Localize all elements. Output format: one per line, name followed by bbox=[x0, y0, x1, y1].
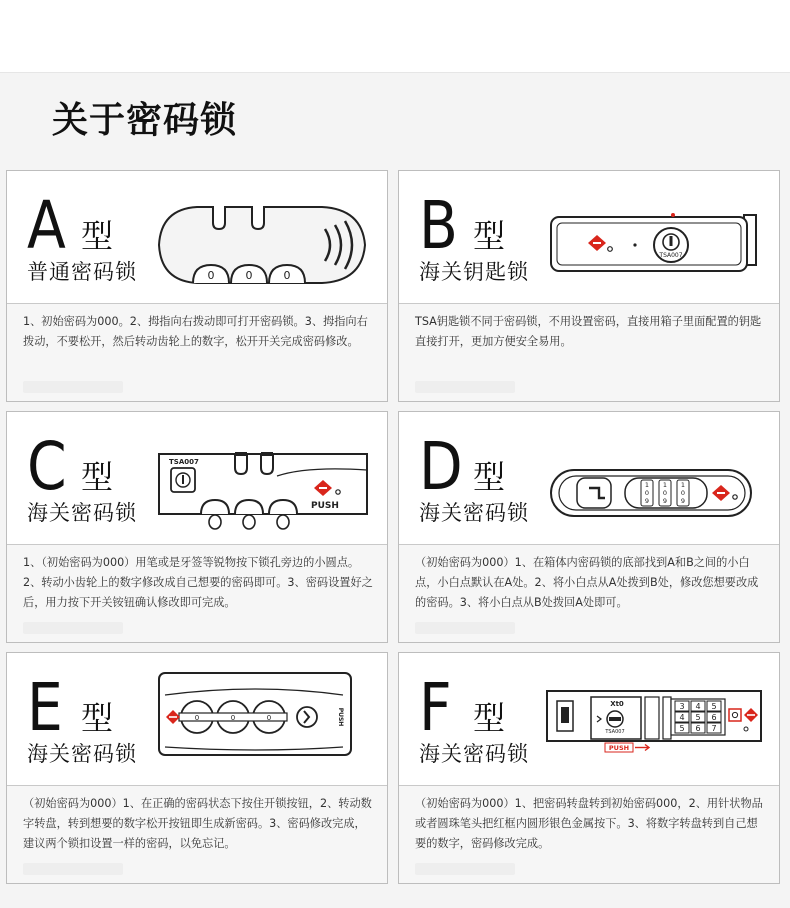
lock-description: （初始密码为000）1、把密码转盘转到初始密码000，2、用针状物品或者圆珠笔头把红框内圆形银色金属按下。3、将数字转盘转到自己想要的数字，密码修改完成。 bbox=[415, 797, 763, 850]
wheel-digit: 7 bbox=[711, 724, 717, 733]
lock-type-name: 海关密码锁 bbox=[27, 742, 137, 766]
faded-bar bbox=[415, 863, 515, 875]
type-letter: B bbox=[419, 187, 458, 264]
lock-card-f bbox=[398, 652, 780, 884]
lock-description: 1、初始密码为000。2、拇指向右拨动即可打开密码锁。3、拇指向右拨动，不要松开，然后转动齿轮上的数字，松开开关完成密码修改。 bbox=[23, 315, 368, 348]
lock-top-label: Xt0 bbox=[610, 700, 624, 708]
wheel-digit: 0 bbox=[230, 714, 236, 722]
wheel-digit: 5 bbox=[695, 713, 701, 722]
type-suffix: 型 bbox=[81, 217, 114, 255]
wheel-digit: 9 bbox=[644, 497, 650, 505]
wheel-digit: 9 bbox=[662, 497, 668, 505]
wheel-digit: 0 bbox=[207, 269, 215, 282]
top-band bbox=[0, 0, 790, 73]
faded-bar bbox=[415, 622, 515, 634]
tsa-key-lock-illustration bbox=[549, 209, 764, 279]
wheel-digit: 0 bbox=[644, 489, 650, 497]
wheel-digit: 1 bbox=[680, 481, 686, 489]
tsa-combination-lock-e-illustration bbox=[157, 669, 372, 761]
wheel-digit: 0 bbox=[266, 714, 272, 722]
type-suffix: 型 bbox=[473, 699, 506, 737]
lock-description: 1、（初始密码为000）用笔或是牙签等锐物按下锁孔旁边的小圆点。2、转动小齿轮上的数字修改成自己想要的密码即可。3、密码设置好之后，用力按下开关铵钮确认修改即可完成。 bbox=[23, 556, 373, 609]
wheel-digit: 6 bbox=[711, 713, 717, 722]
tsa-stamp-text: TSA007 bbox=[605, 729, 625, 735]
wheel-digit: 5 bbox=[679, 724, 685, 733]
wheel-digit: 0 bbox=[662, 489, 668, 497]
lock-type-name: 海关密码锁 bbox=[419, 742, 529, 766]
type-letter: D bbox=[419, 428, 463, 505]
wheel-digit: 4 bbox=[679, 713, 685, 722]
tsa-combination-lock-c-illustration bbox=[157, 448, 372, 532]
faded-bar bbox=[23, 863, 123, 875]
page-title: 关于密码锁 bbox=[52, 100, 238, 141]
lock-type-name: 海关密码锁 bbox=[419, 501, 529, 525]
type-suffix: 型 bbox=[81, 699, 114, 737]
lock-card-a bbox=[6, 170, 388, 402]
wheel-digit: 4 bbox=[695, 702, 701, 711]
wheel-digit: 3 bbox=[679, 702, 685, 711]
wheel-digit: 6 bbox=[695, 724, 701, 733]
lock-card-d bbox=[398, 411, 780, 643]
wheel-digit: 5 bbox=[711, 702, 717, 711]
wheel-digit: 0 bbox=[194, 714, 200, 722]
lock-type-name: 海关密码锁 bbox=[27, 501, 137, 525]
lock-description: （初始密码为000）1、在箱体内密码锁的底部找到A和B之间的小白点，小白点默认在A处。2、将小白点从A处拨到B处，修改您想要改成的密码。3、将小白点从B处拨回A处即可。 bbox=[415, 556, 759, 609]
wheel-digit: 1 bbox=[644, 481, 650, 489]
wheel-digit: 0 bbox=[680, 489, 686, 497]
tsa-stamp-text: TSA007 bbox=[659, 252, 683, 259]
push-label: PUSH bbox=[311, 501, 339, 511]
lock-card-e bbox=[6, 652, 388, 884]
type-letter: F bbox=[419, 669, 452, 746]
tsa-combination-lock-d-illustration bbox=[549, 466, 764, 520]
lock-type-name: 海关钥匙锁 bbox=[419, 260, 529, 284]
wheel-digit: 0 bbox=[283, 269, 291, 282]
tsa-combination-lock-f-illustration bbox=[545, 687, 767, 761]
faded-bar bbox=[23, 622, 123, 634]
standard-combination-lock-illustration bbox=[157, 199, 372, 291]
lock-type-name: 普通密码锁 bbox=[27, 260, 137, 284]
lock-description: （初始密码为000）1、在正确的密码状态下按住开锁按钮，2、转动数字转盘，转到想要的数字松开按钮即生成新密码。3、密码修改完成，建议两个锁扣设置一样的密码，以免忘记。 bbox=[23, 797, 372, 850]
lock-card-b bbox=[398, 170, 780, 402]
lock-card-c bbox=[6, 411, 388, 643]
lock-description: TSA钥匙锁不同于密码锁，不用设置密码，直接用箱子里面配置的钥匙直接打开，更加方便安全易用。 bbox=[415, 315, 762, 348]
tsa-label: TSA007 bbox=[169, 458, 199, 466]
type-suffix: 型 bbox=[473, 217, 506, 255]
type-letter: A bbox=[27, 187, 66, 264]
wheel-digit: 1 bbox=[662, 481, 668, 489]
type-suffix: 型 bbox=[473, 458, 506, 496]
type-letter: C bbox=[27, 428, 67, 505]
push-label: PUSH bbox=[608, 744, 630, 752]
faded-bar bbox=[23, 381, 123, 393]
faded-bar bbox=[415, 381, 515, 393]
type-suffix: 型 bbox=[81, 458, 114, 496]
type-letter: E bbox=[27, 669, 63, 746]
wheel-digit: 0 bbox=[245, 269, 253, 282]
push-label: PUSH bbox=[337, 707, 344, 727]
wheel-digit: 9 bbox=[680, 497, 686, 505]
